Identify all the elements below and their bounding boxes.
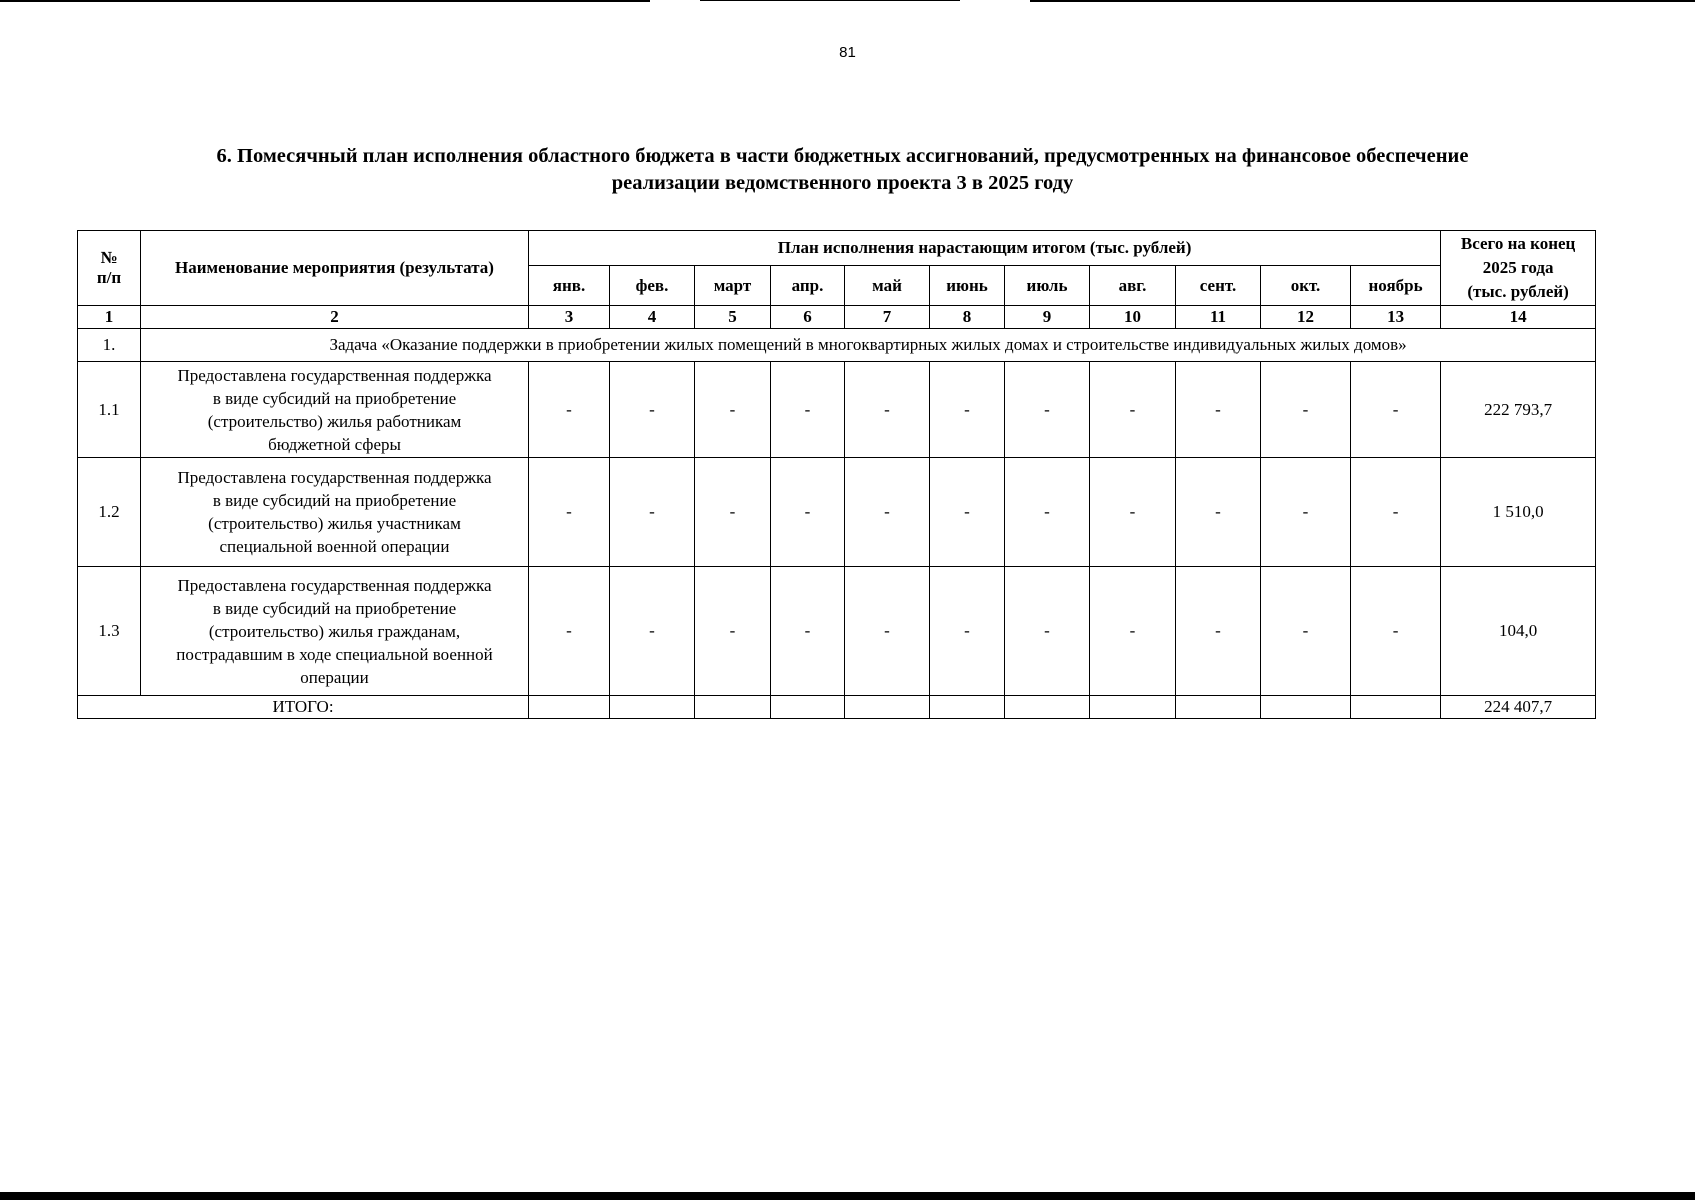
total-month-empty	[695, 696, 771, 719]
month-value: -	[845, 362, 930, 458]
row-name-line: (строительство) жилья гражданам,	[208, 621, 461, 641]
month-value: -	[930, 567, 1005, 696]
header-no: № п/п	[78, 231, 141, 306]
row-name-line: в виде субсидий на приобретение	[212, 598, 457, 618]
header-month: май	[845, 266, 930, 306]
column-number-row	[78, 306, 1596, 329]
total-month-empty	[610, 696, 695, 719]
column-number: 10	[1090, 306, 1176, 329]
header-month: окт.	[1261, 266, 1351, 306]
month-value: -	[1351, 362, 1441, 458]
month-value: -	[1005, 458, 1090, 567]
month-value: -	[1176, 362, 1261, 458]
table-row	[78, 458, 1596, 567]
header-month: ноябрь	[1351, 266, 1441, 306]
task-text: Задача «Оказание поддержки в приобретении жилых помещений в многоквартирных жилых домах и строительстве индивидуальных жилых домов»	[141, 329, 1596, 362]
month-value: -	[1005, 362, 1090, 458]
row-name-line: (строительство) жилья участникам	[208, 514, 461, 533]
top-rule-right	[1030, 0, 1695, 2]
column-number: 13	[1351, 306, 1441, 329]
row-name-line: пострадавшим в ходе специальной военной	[176, 644, 493, 664]
header-month: апр.	[771, 266, 845, 306]
row-name-line: специальной военной операции	[219, 537, 450, 556]
row-name-line: Предоставлена государственная поддержка	[177, 468, 492, 487]
total-row	[78, 696, 1596, 719]
month-value: -	[930, 458, 1005, 567]
header-row-1	[78, 231, 1596, 266]
header-month: март	[695, 266, 771, 306]
top-rule-middle	[700, 0, 960, 1]
month-value: -	[1090, 567, 1176, 696]
row-total: 1 510,0	[1441, 458, 1596, 567]
month-value: -	[695, 362, 771, 458]
row-total: 222 793,7	[1441, 362, 1596, 458]
column-number: 6	[771, 306, 845, 329]
row-name-line: (строительство) жилья работникам	[207, 411, 462, 431]
total-label: ИТОГО:	[78, 696, 529, 719]
month-value: -	[1005, 567, 1090, 696]
header-month: янв.	[529, 266, 610, 306]
header-month: сент.	[1176, 266, 1261, 306]
month-value: -	[695, 458, 771, 567]
document-title	[100, 143, 1585, 197]
header-month: июнь	[930, 266, 1005, 306]
month-value: -	[1176, 567, 1261, 696]
total-month-empty	[930, 696, 1005, 719]
column-number: 5	[695, 306, 771, 329]
column-number: 1	[78, 306, 141, 329]
total-month-empty	[845, 696, 930, 719]
row-name	[141, 362, 529, 458]
table-row	[78, 567, 1596, 696]
row-name-line: в виде субсидий на приобретение	[212, 491, 457, 510]
header-plan-group: План исполнения нарастающим итогом (тыс. рублей)	[529, 231, 1441, 266]
month-value: -	[930, 362, 1005, 458]
header-month: авг.	[1090, 266, 1176, 306]
row-name-line: Предоставлена государственная поддержка	[177, 365, 492, 385]
month-value: -	[771, 458, 845, 567]
column-number: 12	[1261, 306, 1351, 329]
month-value: -	[695, 567, 771, 696]
column-number: 2	[141, 306, 529, 329]
task-row	[78, 329, 1596, 362]
month-value: -	[1176, 458, 1261, 567]
column-number: 8	[930, 306, 1005, 329]
month-value: -	[1090, 458, 1176, 567]
month-value: -	[845, 458, 930, 567]
document-title-line-1: 6. Помесячный план исполнения областного бюджета в части бюджетных ассигнований, предусмотренных на финансовое обеспечение	[216, 145, 1469, 167]
total-month-empty	[1176, 696, 1261, 719]
header-month: фев.	[610, 266, 695, 306]
column-number: 7	[845, 306, 930, 329]
header-total: Всего на конец 2025 года (тыс. рублей)	[1441, 231, 1596, 306]
header-name: Наименование мероприятия (результата)	[141, 231, 529, 306]
month-value: -	[1261, 362, 1351, 458]
total-value: 224 407,7	[1441, 696, 1596, 719]
month-value: -	[1090, 362, 1176, 458]
task-number: 1.	[78, 329, 141, 362]
row-name-line: бюджетной сферы	[268, 434, 401, 454]
month-value: -	[1351, 458, 1441, 567]
budget-plan-table	[77, 230, 1596, 719]
document-title-line-2: реализации ведомственного проекта 3 в 2025 году	[611, 172, 1074, 194]
month-value: -	[610, 362, 695, 458]
column-number: 14	[1441, 306, 1596, 329]
row-name-line: в виде субсидий на приобретение	[212, 388, 457, 408]
header-month: июль	[1005, 266, 1090, 306]
month-value: -	[529, 458, 610, 567]
column-number: 4	[610, 306, 695, 329]
bottom-rule	[0, 1192, 1695, 1200]
table-row	[78, 362, 1596, 458]
total-month-empty	[1261, 696, 1351, 719]
row-number: 1.3	[78, 567, 141, 696]
row-name	[141, 458, 529, 567]
row-name-line: Предоставлена государственная поддержка	[177, 575, 492, 595]
row-total: 104,0	[1441, 567, 1596, 696]
page-number: 81	[839, 44, 856, 61]
column-number: 11	[1176, 306, 1261, 329]
total-month-empty	[771, 696, 845, 719]
row-name	[141, 567, 529, 696]
column-number: 9	[1005, 306, 1090, 329]
month-value: -	[529, 567, 610, 696]
month-value: -	[610, 458, 695, 567]
row-number: 1.1	[78, 362, 141, 458]
total-month-empty	[1005, 696, 1090, 719]
month-value: -	[771, 362, 845, 458]
column-number: 3	[529, 306, 610, 329]
total-month-empty	[1351, 696, 1441, 719]
row-number: 1.2	[78, 458, 141, 567]
month-value: -	[1261, 458, 1351, 567]
month-value: -	[845, 567, 930, 696]
row-name-line: операции	[300, 667, 369, 687]
total-month-empty	[529, 696, 610, 719]
month-value: -	[1351, 567, 1441, 696]
total-month-empty	[1090, 696, 1176, 719]
month-value: -	[771, 567, 845, 696]
top-rule-left	[0, 0, 650, 2]
month-value: -	[1261, 567, 1351, 696]
month-value: -	[529, 362, 610, 458]
month-value: -	[610, 567, 695, 696]
